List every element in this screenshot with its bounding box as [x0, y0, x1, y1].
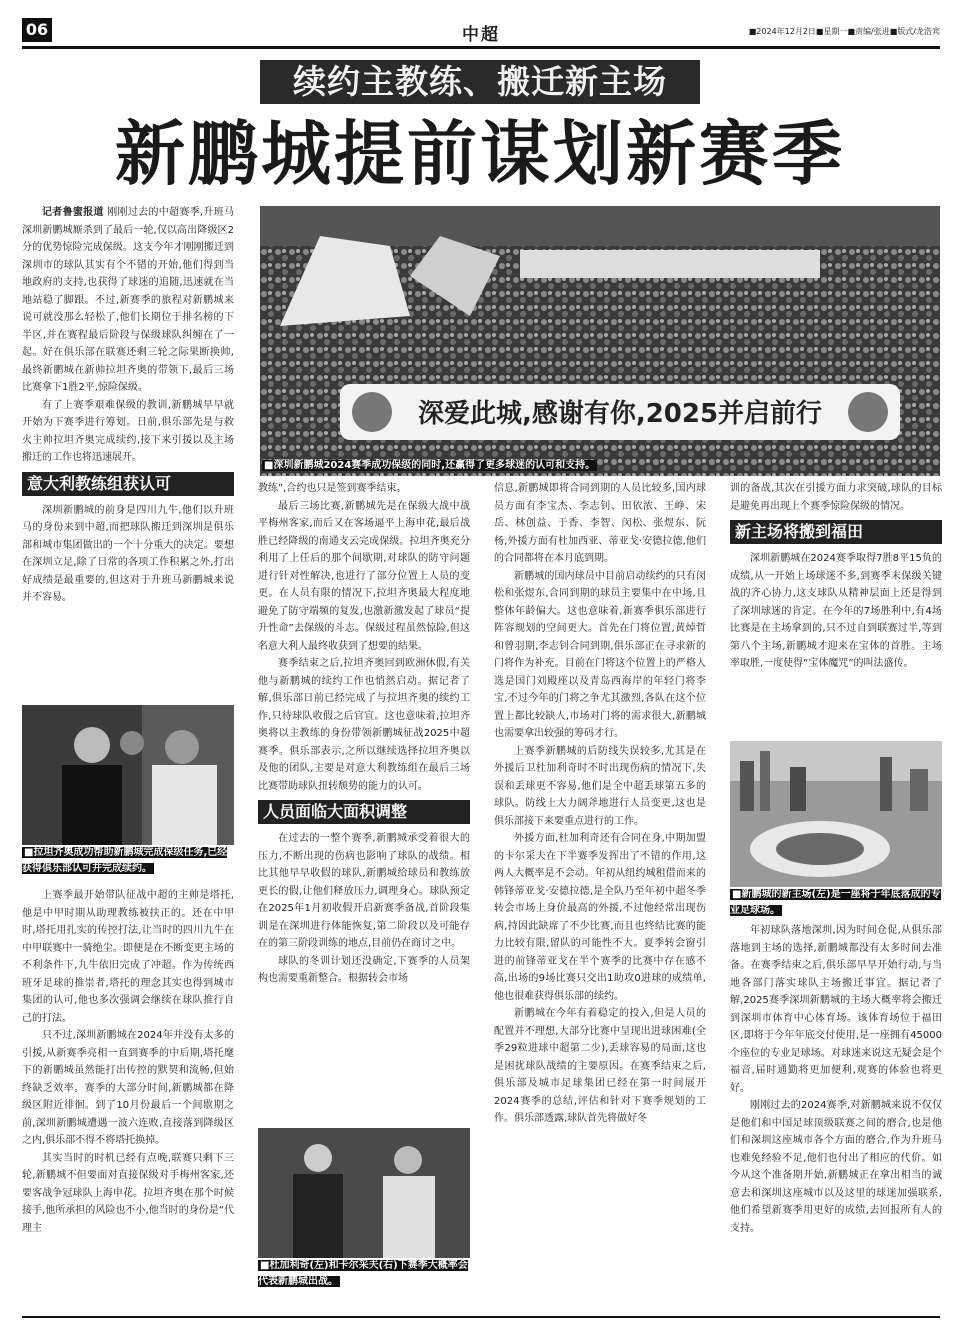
subhead: 人员面临大面积调整 — [258, 800, 470, 824]
stadium-photo — [730, 741, 942, 887]
headline: 新鹏城提前谋划新赛季 — [115, 112, 845, 195]
header-rule — [22, 46, 940, 49]
paragraph: 上赛季新鹏城的后防线失误较多,尤其是在外援后卫杜加利奇时不时出现伤病的情况下,失误和丢球更不容易,他们是全中超丢球第五多的球队。防线上大力阔斧地进行人员变更,这也是俱乐部接下来要重点进行的工作。 — [494, 745, 706, 827]
article-column-1b — [22, 887, 234, 1237]
paragraph: 有了上赛季艰难保级的教训,新鹏城早早就开始为下赛季进行筹划。日前,俱乐部先是与救火主帅拉坦齐奥完成续约,接下来引援以及主场搬迁的工作也将迅速展开。 — [22, 399, 234, 463]
paragraph: 赛季结束之后,拉坦齐奥回到欧洲休假,有关他与新鹏城的续约工作也悄然启动。据记者了解,俱乐部日前已经完成了与拉坦齐奥的续约工作,只待球队收假之后官宣。这也意味着,拉坦齐奥将以主教练的身份带领新鹏城征战2025中超赛季。俱乐部表示,之所以继续选择拉坦齐奥以及他的团队,主要是对意大利教练组在最后三场比赛带助球队扭转颓势的能力的认可。 — [258, 658, 470, 792]
article-column-1 — [22, 204, 234, 607]
banner-text: 深爱此城,感谢有你,2025并启前行 — [417, 399, 823, 429]
stadium-image — [730, 741, 942, 887]
paragraph: 球队的冬训计划还没确定,下赛季的人员架构也需要重新整合。根据转会市场 — [258, 955, 470, 984]
byline: 记者鲁蜜报道 — [42, 207, 104, 218]
article-column-3 — [494, 480, 706, 1128]
footer-rule — [22, 1316, 940, 1318]
kicker: 续约主教练、搬迁新主场 — [260, 60, 700, 104]
main-photo-caption: ■深圳新鹏城2024赛季成功保级的同时,还赢得了更多球迷的认可和支持。 — [264, 460, 596, 471]
page-number: 06 — [22, 18, 52, 42]
page-header — [22, 16, 940, 46]
coach-photo-caption: ■拉坦齐奥成功帮助新鹏城完成保级任务,已经获得俱乐部认可并完成续约。 — [22, 847, 228, 874]
paragraph: 年初球队落地深圳,因为时间仓促,从俱乐部落地到主场的选择,新鹏城都没有太多时间去准备。在赛季结束之后,俱乐部早早开始行动,与当地各部门落实球队主场搬迁事宜。据记者了解,2025赛季深圳新鹏城的主场大概率将会搬迁到深圳市体育中心体育场。该体育场位于福田区,即将于今年年底交付使用,是一座拥有45000个座位的专业足球场。对球迷来说这无疑会是个福音,届时通勤将更加便利,观赛的体验也将更好。 — [730, 925, 942, 1094]
subhead: 意大利教练组获认可 — [22, 472, 234, 496]
paragraph: 刚刚过去的2024赛季,对新鹏城来说不仅仅是他们和中国足球顶级联赛之间的磨合,也是他们和深圳这座城市各个方面的磨合,作为升班马也难免经验不足,他们也付出了相应的代价。如今从这个准备期开始,新鹏城正在拿出相当的诚意去和深圳这座城市以及这里的球迷加强联系,他们希望新赛季用更好的成绩,去回报所有人的支持。 — [730, 1100, 942, 1234]
coach-photo — [22, 705, 234, 845]
paragraph: 上赛季最开始带队征战中超的主帅是塔托,他是中甲时期从助理教练被扶正的。还在中甲时,塔托用扎实的传控打法,让当时的四川九牛在中甲联赛中一骑绝尘。即便是在不断变更主场的不利条件下,九牛依旧完成了冲超。作为传统西班牙足球的推崇者,塔托的理念其实也得到城市集团的认可,他也多次强调会继续在球队推行自己的打法。 — [22, 890, 234, 1024]
paragraph: 其实当时的时机已经有点晚,联赛只剩下三轮,新鹏城不但要面对直接保级对手梅州客家,还要客战争冠球队上海申花。拉坦齐奥在那个时候接手,他所承担的风险也不小,他当时的身份是“代理主 — [22, 1152, 234, 1234]
paragraph: 新鹏城在今年有着稳定的投入,但是人员的配置并不理想,大部分比赛中呈现出进球困难(全季29粒进球中超第二少),丢球容易的局面,这也是困扰球队战绩的主要原因。在赛季结束之后,俱乐部及城市足球集团已经在第一时间展开2024赛季的总结,评估和针对下赛季规划的工作。俱乐部透露,球队首先将做好冬 — [494, 1008, 706, 1124]
article-column-4 — [730, 480, 942, 673]
paragraph: 教练”,合约也只是签到赛季结束。 — [258, 483, 407, 494]
paragraph: 深圳新鹏城的前身是四川九牛,他们以升班马的身份来到中超,而把球队搬迁到深圳是俱乐部和城市集团做出的一个十分重大的决定。要想在深圳立足,除了日常的各项工作积累之外,打出好成绩是最重要的,但这对于升班马新鹏城来说并不容易。 — [22, 504, 234, 603]
paragraph: 只不过,深圳新鹏城在2024年并没有太多的引援,从新赛季亮相一直到赛季的中后期,塔托麾下的新鹏城虽然能打出传控的默契和流畅,但始终缺乏效率。赛季的大部分时间,新鹏城都在降级区附近徘徊。到了10月份最后一个间歇期之前,深圳新鹏城遭遇一波六连败,直接落到降级区之内,俱乐部不得不将塔托换掉。 — [22, 1030, 234, 1146]
article-column-2 — [258, 480, 470, 988]
crowd-image — [260, 206, 940, 476]
paragraph: 信息,新鹏城即将合同到期的人员比较多,国内球员方面有李宝杰、李志钊、田依浓、王峥、宋岳、林创益、于香、李智、闵松、张煜东、阮杨,外援方面有杜加西亚、蒂亚戈·安德拉德,他们的合同都将在本月底到期。 — [494, 483, 706, 564]
main-photo — [260, 206, 940, 476]
subhead: 新主场将搬到福田 — [730, 520, 942, 544]
paragraph: 新鹏城的国内球员中目前启动续约的只有闵松和张煜东,合同到期的球员主要集中在中场,且整体年龄偏大。这也意味着,新赛季俱乐部进行阵容规划的空间更大。首先在门将位置,黄焯哲和曾羽期,李志钊合同到期,俱乐部正在寻求新的门将作为补充。目前在门将这个位置上的严格人选是国门刘殿座以及青岛西海岸的年轻门将李宝,不过今年的门将之争尤其激烈,各队在这个位置上都比较缺人,市场对门将的需求很大,新鹏城也需要拿出较强的筹码才行。 — [494, 570, 706, 739]
players-photo — [258, 1128, 470, 1258]
paragraph: 刚刚过去的中超赛季,升班马深圳新鹏城厮杀到了最后一轮,仅以高出降级区2分的优势惊险完成保级。这支今年才刚刚搬迁到深圳市的球队其实有个不错的开始,他们得到当地政府的支持,也获得了球迷的追随,迅速就在当地站稳了脚跟。不过,新赛季的旅程对新鹏城来说可就没那么轻松了,他们长期位于排名榜的下半区,并在赛程最后阶段与保级球队纠缠在了一起。好在俱乐部在联赛还剩三轮之际果断换帅,最终新鹏城在新帅拉坦齐奥的带领下,最后三场比赛拿下1胜2平,惊险保级。 — [22, 207, 234, 393]
section-title: 中超 — [462, 25, 500, 45]
paragraph: 最后三场比赛,新鹏城先是在保级大战中战平梅州客家,而后又在客场逼平上海申花,最后战胜已经降级的南通支云完成保级。拉坦齐奥充分利用了上任后的那个间歇期,对球队的防守问题进行针对性解决,也进行了部分位置上人员的变更。在人员有限的情况下,拉坦齐奥最大程度地避免了防守端频的复发,也激新激发起了球员“提升性命”去保级的斗志。保级过程虽然惊险,但这名意大利人最终收获到了想要的结果。 — [258, 500, 470, 652]
players-photo-caption: ■杜加利奇(左)和卡尔采夫(右)下赛季大概率会代表新鹏城出战。 — [258, 1260, 468, 1287]
paragraph: 外援方面,杜加利奇还有合同在身,中期加盟的卡尔采夫在下半赛季发挥出了不错的作用,这两人大概率是不会动。年初从纽约城租借而来的韩锋蒂亚戈·安德拉德,是全队乃至年初中超冬季转会市场上身价最高的外援,不过他经常出现伤病,持因此缺席了不少比赛,而且也终结比赛的能力比较有限,留队的可能性不大。夏季转会窗引进的前锋蒂亚戈在半个赛季的比赛中存在感不高,出场的9场比赛只交出1助攻0进球的成绩单,他也很难获得俱乐部的续约。 — [494, 833, 706, 1002]
players-image — [258, 1128, 470, 1258]
paragraph: 在过去的一整个赛季,新鹏城承受着很大的压力,不断出现的伤病也影响了球队的战绩。相比其他早早收假的球队,新鹏城给球员和教练放更长的假,让他们释放压力,调理身心。球队预定在2025年1月初收假开启新赛季备战,首阶段集训是在深圳进行体能恢复,第二阶段以及可能存在的第三阶段训练的地点,目前仍在商讨之中。 — [258, 833, 470, 949]
stadium-photo-caption: ■新鹏城的新主场(左)是一座将于年底落成的专业足球场。 — [730, 889, 941, 916]
paragraph: 深圳新鹏城在2024赛季取得7胜8平15负的成绩,从一开始上场球迷不多,到赛季末保级关键战的齐心协力,这支球队从精神层面上还是得到了深圳球迷的肯定。在今年的7场胜利中,有4场比赛是在主场拿到的,只不过自到联赛过半,等到第八个主场,新鹏城才迎来在宝体的首胜。主场率取胜,一度使得“宝体魔咒”的叫法盛传。 — [730, 553, 942, 669]
dateline: ■2024年12月2日■星期一■责编/张进■版式/龙浩宾 — [748, 27, 940, 36]
article-column-4b — [730, 922, 942, 1237]
paragraph: 训的备战,其次在引援方面力求突破,球队的目标是避免再出现上个赛季惊险保级的情况。 — [730, 483, 942, 512]
coach-image — [22, 705, 234, 845]
